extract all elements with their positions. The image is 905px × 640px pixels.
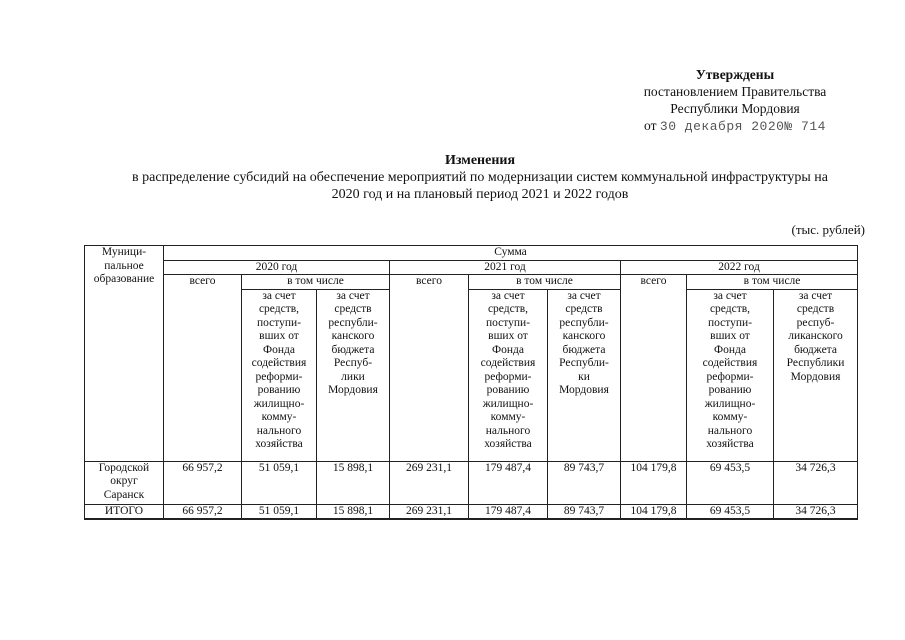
row-name: ИТОГО xyxy=(85,504,164,519)
approval-date-stamp: 30 декабря 2020№ 714 xyxy=(659,119,826,134)
cell-total-2020: 66 957,2 xyxy=(164,461,242,504)
cell-fund-2020: 51 059,1 xyxy=(242,461,317,504)
approval-line-3: Республики Мордовия xyxy=(670,101,800,116)
header-year-2022: 2022 год xyxy=(621,260,858,275)
cell-fund-2020: 51 059,1 xyxy=(242,504,317,519)
cell-republic-2022: 34 726,3 xyxy=(774,504,858,519)
header-total-2022: всего xyxy=(621,275,687,462)
header-sum: Сумма xyxy=(164,246,858,261)
table-row-total xyxy=(85,504,858,519)
title-line-2: 2020 год и на плановый период 2021 и 2022 годов xyxy=(331,187,629,202)
header-republic-2020: за счет средств республи- канского бюджета Респуб- лики Мордовия xyxy=(317,289,390,461)
header-republic-2022: за счет средств респуб- ликанского бюджета Республики Мордовия xyxy=(774,289,858,461)
approval-date-prefix: от xyxy=(644,118,657,133)
cell-fund-2021: 179 487,4 xyxy=(469,504,548,519)
table-row xyxy=(85,461,858,504)
document-title xyxy=(60,152,900,203)
header-total-2020: всего xyxy=(164,275,242,462)
cell-total-2022: 104 179,8 xyxy=(621,461,687,504)
cell-republic-2021: 89 743,7 xyxy=(548,504,621,519)
header-year-2020: 2020 год xyxy=(164,260,390,275)
approval-block xyxy=(600,66,870,135)
cell-total-2022: 104 179,8 xyxy=(621,504,687,519)
header-year-2021: 2021 год xyxy=(390,260,621,275)
row-name: Городской округ Саранск xyxy=(85,461,164,504)
approval-date-line xyxy=(600,117,870,135)
title-heading: Изменения xyxy=(444,153,516,168)
approval-heading: Утверждены xyxy=(695,67,775,82)
header-total-2021: всего xyxy=(390,275,469,462)
title-line-1: в распределение субсидий на обеспечение мероприятий по модернизации систем коммунальной инфраструктуры на xyxy=(132,170,828,185)
cell-fund-2022: 69 453,5 xyxy=(687,504,774,519)
header-municipality: Муници- пальное образование xyxy=(85,246,164,462)
cell-fund-2021: 179 487,4 xyxy=(469,461,548,504)
header-fund-2020: за счет средств, поступи- вших от Фонда содействия реформи- рованию жилищно- комму- нального хозяйства xyxy=(242,289,317,461)
subsidy-table xyxy=(84,245,858,520)
cell-republic-2022: 34 726,3 xyxy=(774,461,858,504)
header-including-2020: в том числе xyxy=(242,275,390,290)
header-republic-2021: за счет средств республи- канского бюджета Республи- ки Мордовия xyxy=(548,289,621,461)
cell-fund-2022: 69 453,5 xyxy=(687,461,774,504)
header-fund-2021: за счет средств, поступи- вших от Фонда содействия реформи- рованию жилищно- комму- нального хозяйства xyxy=(469,289,548,461)
approval-line-2: постановлением Правительства xyxy=(643,84,827,99)
cell-total-2021: 269 231,1 xyxy=(390,461,469,504)
cell-total-2021: 269 231,1 xyxy=(390,504,469,519)
header-including-2022: в том числе xyxy=(687,275,858,290)
units-label: (тыс. рублей) xyxy=(791,222,865,237)
header-including-2021: в том числе xyxy=(469,275,621,290)
header-fund-2022: за счет средств, поступи- вших от Фонда содействия реформи- рованию жилищно- комму- нального хозяйства xyxy=(687,289,774,461)
cell-total-2020: 66 957,2 xyxy=(164,504,242,519)
cell-republic-2020: 15 898,1 xyxy=(317,504,390,519)
cell-republic-2020: 15 898,1 xyxy=(317,461,390,504)
cell-republic-2021: 89 743,7 xyxy=(548,461,621,504)
